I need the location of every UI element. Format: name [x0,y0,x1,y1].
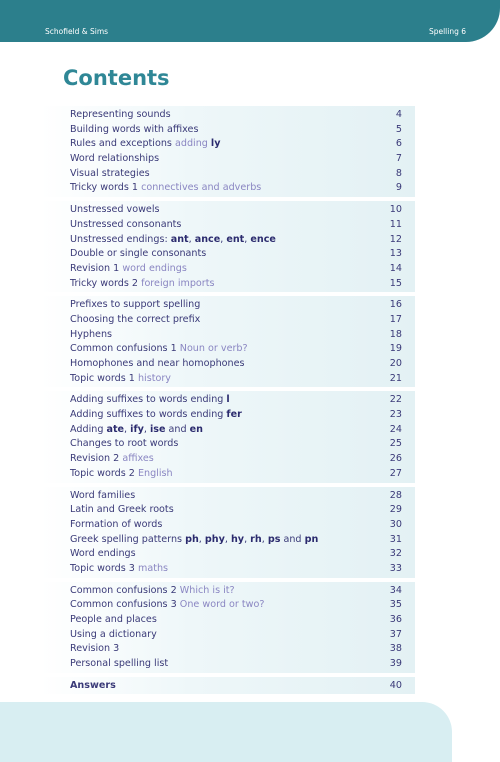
entry-title [70,438,178,449]
entry-text: Double or single consonants [70,248,207,260]
contents-entry[interactable] [41,108,415,123]
page-number: 29 [389,504,402,516]
entry-text: Adding suffixes to words ending [70,394,227,406]
contents-entry[interactable] [41,167,415,182]
contents-entry[interactable] [41,518,415,533]
bold-pattern: ps [267,533,281,545]
contents-entry[interactable] [41,408,415,423]
page-number: 32 [389,548,402,560]
entry-text: Topic words 3 [70,562,138,574]
entry-text: Using a dictionary [70,628,157,640]
entry-text: , [124,423,131,435]
entry-text: Word relationships [70,153,160,165]
contents-section [41,677,415,695]
contents-entry[interactable] [41,533,415,548]
page-number: 34 [389,584,402,596]
bold-pattern: ate [106,423,125,435]
entry-title [70,585,235,596]
entry-text: Representing sounds [70,109,171,120]
bold-pattern: ly [210,138,221,150]
entry-title [70,168,150,179]
entry-subtitle: history [137,372,171,384]
contents-entry[interactable] [41,393,415,408]
entry-title [70,534,318,545]
bold-pattern: rh [250,533,262,545]
entry-text: Adding [70,423,107,435]
bold-pattern: en [189,423,203,435]
entry-title [70,658,168,669]
page-number: 30 [389,518,402,530]
entry-subtitle: connectives and adverbs [141,182,262,194]
entry-text: Rules and exceptions [70,138,175,150]
page-number: 18 [389,328,402,340]
entry-text: Personal spelling list [70,658,169,670]
entry-text: , [244,233,251,245]
contents-entry[interactable] [41,467,415,482]
entry-title [70,138,220,149]
entry-text: Unstressed endings: [70,233,171,245]
entry-title [70,519,162,530]
entry-text: Common confusions 3 [70,599,180,611]
entry-text: , [244,533,251,545]
entry-subtitle: One word or two? [179,599,265,611]
entry-title [70,109,171,120]
entry-title [70,153,159,164]
entry-text: , [224,533,231,545]
page-number: 27 [389,467,402,479]
page-number: 38 [389,643,402,655]
entry-title [70,248,206,259]
contents-section [41,582,415,673]
contents-entry[interactable] [41,123,415,138]
entry-subtitle: affixes [122,453,154,465]
entry-text: Unstressed vowels [70,204,160,216]
entry-text: Greek spelling patterns [70,533,186,545]
contents-entry[interactable] [41,613,415,628]
entry-text: Revision 1 [70,262,123,274]
page-number: 7 [395,153,402,165]
entry-title [70,343,248,354]
contents-entry[interactable] [41,342,415,357]
page-number: 6 [395,138,402,150]
entry-text: Word endings [70,548,136,560]
entry-text: Tricky words 1 [70,182,142,194]
contents-entry[interactable] [41,437,415,452]
entry-title [70,329,112,340]
footer-band [0,702,452,762]
bold-pattern: fer [226,409,242,421]
contents-entry[interactable] [41,357,415,372]
entry-text: Prefixes to support spelling [70,299,201,311]
contents-entry[interactable] [41,181,415,196]
page-number: 11 [389,218,402,230]
contents-entry[interactable] [41,372,415,387]
page-number: 20 [389,358,402,369]
entry-title [70,234,276,245]
entry-title [70,263,187,274]
contents-entry[interactable] [41,313,415,328]
entry-text: People and places [70,614,157,625]
page-number: 10 [389,204,402,216]
entry-title [70,204,160,215]
entry-subtitle: word endings [122,262,187,274]
entry-title [70,490,135,501]
entry-text: Common confusions 2 [70,584,180,596]
entry-text: Topic words 2 [70,467,138,479]
bold-pattern: hy [230,533,245,545]
entry-text: Common confusions 1 [70,343,180,355]
entry-text: , [220,233,227,245]
bold-pattern: pn [304,533,319,545]
entry-subtitle: foreign imports [141,277,215,289]
contents-section [41,201,415,292]
entry-text: Building words with affixes [70,123,199,135]
entry-title [70,643,119,654]
contents-entry[interactable] [41,489,415,504]
page-number: 37 [389,628,402,640]
bold-pattern: l [226,394,230,406]
contents-entry[interactable] [41,218,415,233]
contents-entry[interactable] [41,152,415,167]
contents-list [41,106,415,694]
page-number: 36 [389,614,402,625]
entry-text: Revision 3 [70,643,120,655]
contents-entry[interactable] [41,262,415,277]
contents-entry[interactable] [41,452,415,467]
page-number: 35 [389,599,402,611]
page-number: 14 [389,262,402,274]
contents-entry[interactable] [41,203,415,218]
contents-entry[interactable] [41,657,415,672]
contents-entry[interactable] [41,547,415,562]
entry-title [70,182,261,193]
entry-text: , [143,423,150,435]
entry-text: Answers [70,679,116,691]
entry-text: and [280,533,305,545]
header-bar [0,0,500,42]
entry-title [70,599,264,610]
entry-title [70,563,168,574]
entry-text: Homophones and near homophones [70,358,245,369]
entry-text: Word families [70,489,136,501]
bold-pattern: ence [250,233,276,245]
contents-entry[interactable] [41,137,415,152]
page-number: 13 [389,248,402,260]
page-number: 39 [389,658,402,670]
page-number: 22 [389,394,402,406]
entry-title [70,468,173,479]
entry-text: , [261,533,268,545]
entry-title [70,278,215,289]
page-number: 8 [395,167,402,179]
page-number: 16 [389,299,402,311]
entry-text: Topic words 1 [70,372,138,384]
bold-pattern: ance [194,233,221,245]
page-number: 40 [389,679,402,691]
entry-text: Revision 2 [70,453,123,465]
page-number: 31 [389,533,402,545]
entry-title [70,629,157,640]
contents-entry[interactable] [41,562,415,577]
page-number: 33 [389,562,402,574]
entry-text: Formation of words [70,518,163,530]
contents-section [41,391,415,482]
entry-text: , [188,233,195,245]
page-number: 26 [389,453,402,465]
entry-text: and [165,423,190,435]
contents-section [41,106,415,197]
entry-text: Changes to root words [70,438,179,450]
entry-title [70,680,116,691]
contents-section [41,296,415,387]
bold-pattern: ant [170,233,189,245]
page-number: 5 [395,123,402,135]
page-number: 24 [389,423,402,435]
bold-pattern: ph [185,533,199,545]
contents-entry[interactable] [41,233,415,248]
contents-entry[interactable] [41,277,415,292]
entry-text: Tricky words 2 [70,277,142,289]
entry-title [70,373,171,384]
entry-subtitle: Which is it? [179,584,235,596]
page-number: 19 [389,343,402,355]
entry-subtitle: maths [137,562,169,574]
entry-subtitle: English [137,467,173,479]
bold-pattern: phy [204,533,225,545]
entry-text: Visual strategies [70,167,150,179]
page-number: 21 [389,372,402,384]
entry-title [70,504,174,515]
contents-section [41,487,415,578]
entry-title [70,124,198,135]
contents-entry[interactable] [41,328,415,343]
entry-title [70,548,136,559]
entry-subtitle: adding [174,138,211,150]
page-number: 12 [389,233,402,245]
entry-text: Latin and Greek roots [70,504,174,516]
contents-entry[interactable] [41,298,415,313]
entry-title [70,299,200,310]
page-title: Contents [63,66,170,90]
answers-entry[interactable] [41,679,415,694]
bold-pattern: ent [226,233,245,245]
contents-entry[interactable] [41,247,415,262]
entry-text: , [198,533,205,545]
page-number: 17 [389,313,402,325]
contents-entry[interactable] [41,423,415,438]
contents-entry[interactable] [41,642,415,657]
entry-text: Unstressed consonants [70,218,182,230]
entry-title [70,424,203,435]
page-number: 23 [389,409,402,421]
entry-title [70,219,181,230]
page-number: 4 [395,109,402,120]
bold-pattern: ify [130,423,144,435]
page-number: 28 [389,489,402,501]
contents-entry[interactable] [41,598,415,613]
entry-text: Hyphens [70,328,113,340]
entry-title [70,453,154,464]
page-number: 15 [389,277,402,289]
entry-title [70,614,157,625]
entry-title [70,314,200,325]
entry-text: Adding suffixes to words ending [70,409,227,421]
contents-entry[interactable] [41,628,415,643]
page-number: 9 [395,182,402,194]
contents-entry[interactable] [41,584,415,599]
entry-title [70,409,242,420]
entry-subtitle: Noun or verb? [179,343,248,355]
bold-pattern: ise [149,423,166,435]
page-number: 25 [389,438,402,450]
entry-text: Choosing the correct prefix [70,313,201,325]
book-title: Spelling 6 [428,27,466,36]
publisher-name: Schofield & Sims [45,27,109,36]
entry-title [70,358,245,369]
entry-title [70,394,230,405]
contents-entry[interactable] [41,503,415,518]
